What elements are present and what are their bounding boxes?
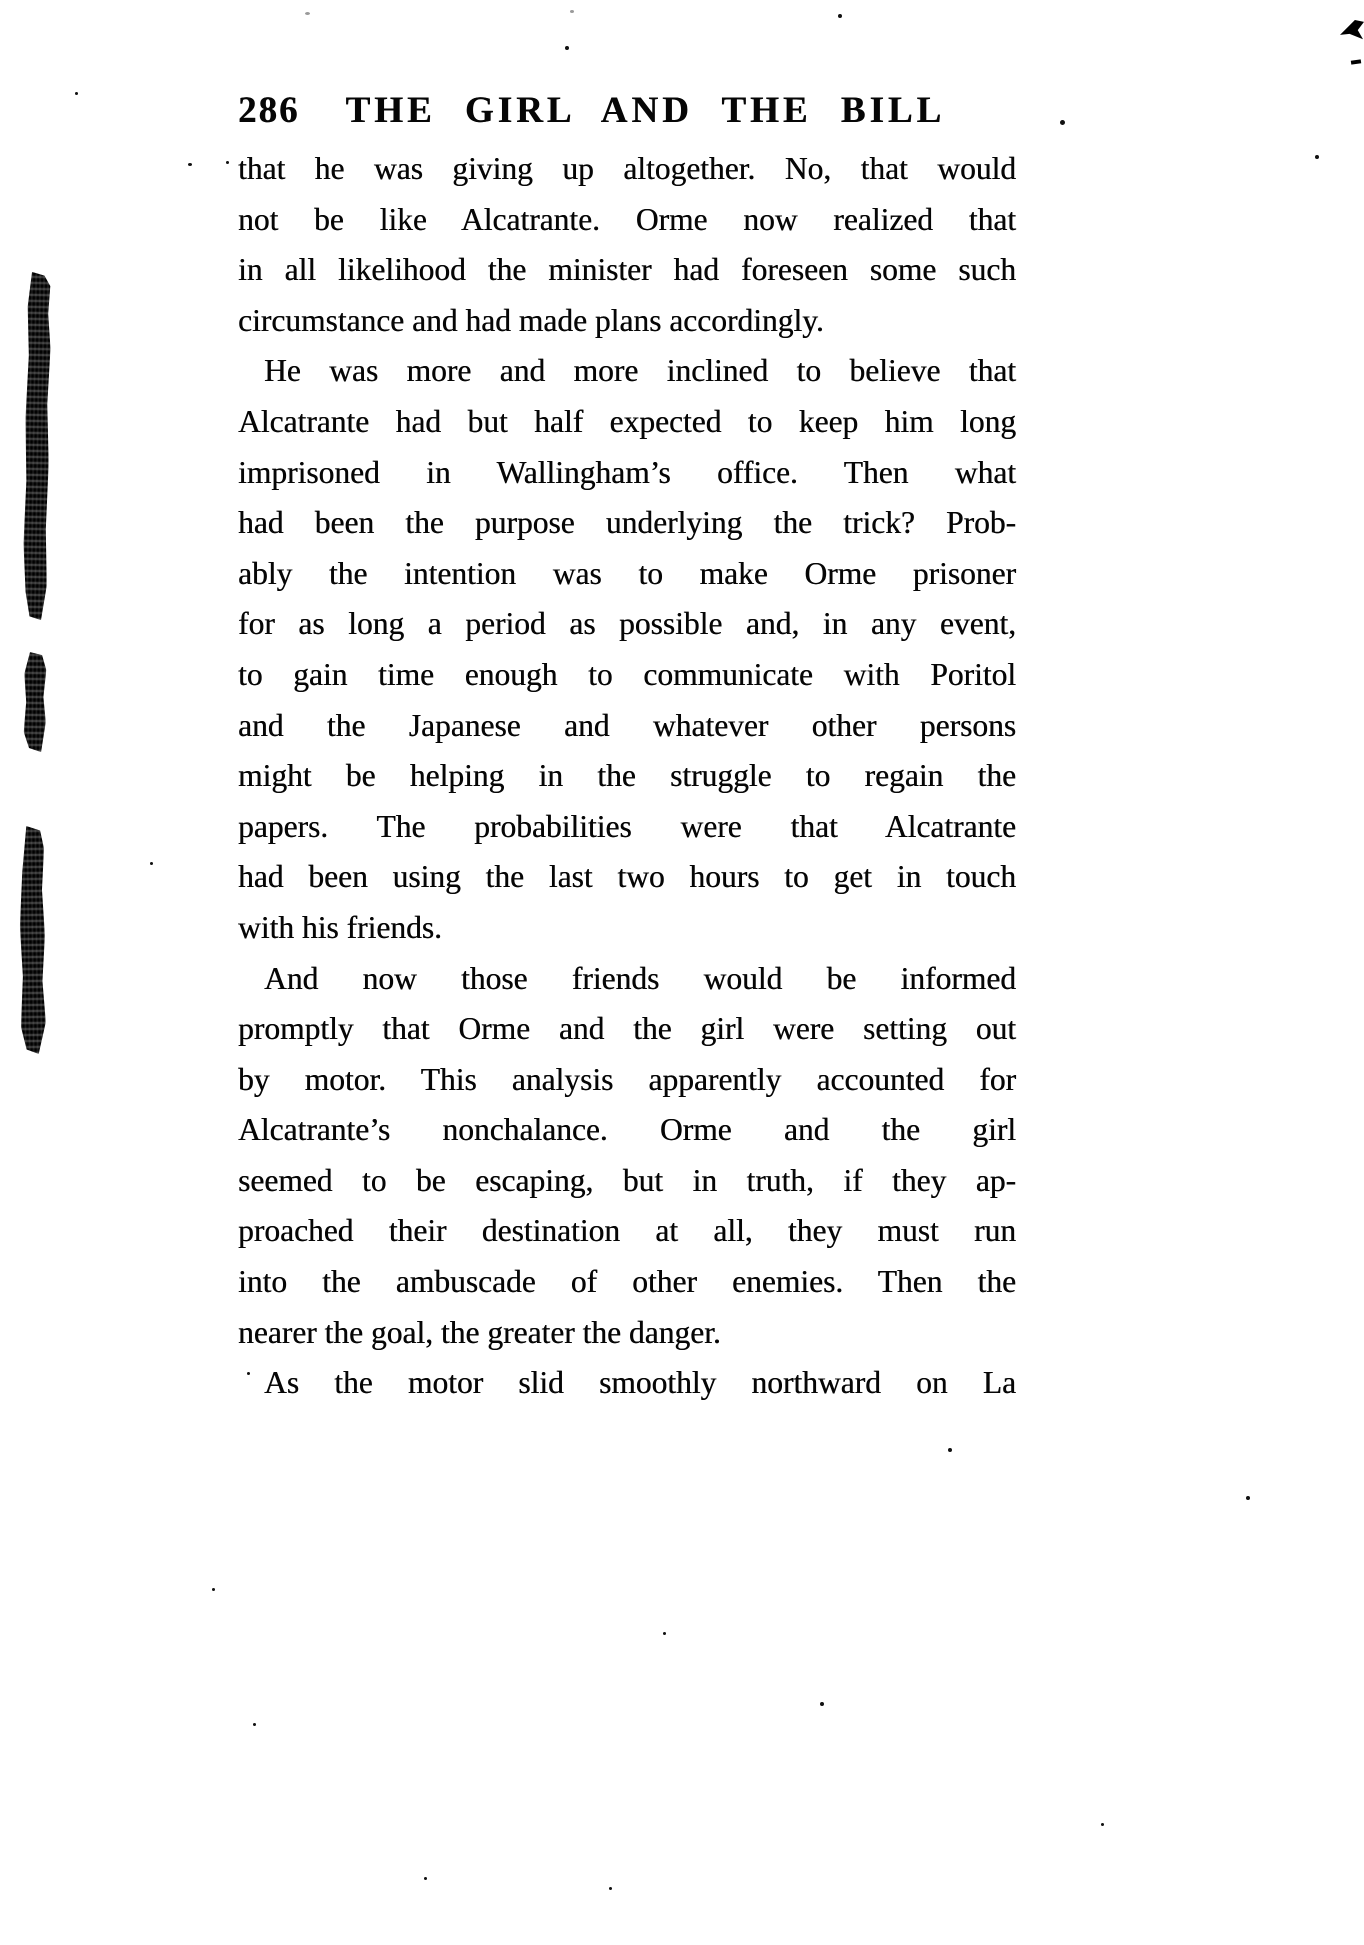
scan-speck: [565, 46, 569, 50]
scan-speck: [253, 1723, 256, 1726]
scan-speck: [1315, 155, 1319, 159]
scan-speck: [570, 10, 574, 13]
text-line: Alcatrante had but half expected to keep him long: [238, 403, 1016, 439]
ink-streak-texture: [23, 652, 46, 752]
scan-speck: [226, 161, 229, 164]
scan-speck: [150, 862, 153, 865]
scan-speck: [212, 1588, 215, 1591]
text-line: nearer the goal, the greater the danger.: [238, 1314, 721, 1350]
text-line: by motor. This analysis apparently accounted for: [238, 1061, 1016, 1097]
text-line: to gain time enough to communicate with Poritol: [238, 656, 1016, 692]
text-line: ably the intention was to make Orme prisoner: [238, 555, 1016, 591]
text-line: And now those friends would be informed: [264, 960, 1016, 996]
text-line: imprisoned in Wallingham’s office. Then what: [238, 454, 1016, 490]
body-text-block: [238, 144, 1016, 1409]
text-line: into the ambuscade of other enemies. Then the: [238, 1264, 1016, 1300]
ink-streak-artifact: [19, 826, 46, 1054]
scan-speck: [75, 92, 78, 95]
text-line: that he was giving up altogether. No, that would: [238, 151, 1016, 186]
scan-speck: [948, 1448, 952, 1452]
text-line: promptly that Orme and the girl were setting out: [238, 1011, 1016, 1047]
scan-speck: [1101, 1823, 1104, 1826]
running-header-title: THE GIRL AND THE BILL: [345, 90, 946, 131]
text-line: proached their destination at all, they must run: [238, 1213, 1016, 1249]
ink-streak-artifact: [22, 272, 51, 620]
ink-streak-artifact: [23, 652, 46, 752]
scan-speck: [305, 12, 310, 15]
text-line: not be like Alcatrante. Orme now realized that: [238, 201, 1016, 237]
scan-speck: [247, 1372, 250, 1375]
text-line: papers. The probabilities were that Alcatrante: [238, 808, 1016, 844]
corner-pen-mark-icon: [1340, 20, 1364, 44]
text-line: and the Japanese and whatever other persons: [238, 707, 1016, 743]
scan-speck: [188, 163, 192, 166]
scan-speck: [820, 1702, 824, 1706]
text-line: seemed to be escaping, but in truth, if they ap-: [238, 1162, 1016, 1198]
scan-speck: [424, 1877, 427, 1880]
text-line: for as long a period as possible and, in any event,: [238, 606, 1016, 642]
running-header: [238, 90, 1018, 132]
scan-speck: [1246, 1496, 1250, 1500]
text-line: with his friends.: [238, 909, 442, 945]
scan-speck: [838, 14, 842, 18]
text-line: in all likelihood the minister had foreseen some such: [238, 252, 1016, 288]
scan-speck: [609, 1887, 612, 1890]
text-line: circumstance and had made plans accordingly.: [238, 302, 824, 338]
text-line: had been the purpose underlying the trick? Prob-: [238, 505, 1016, 541]
text-line: might be helping in the struggle to regain the: [238, 758, 1016, 794]
ink-streak-texture: [19, 826, 46, 1054]
text-line: As the motor slid smoothly northward on La: [264, 1365, 1016, 1401]
scan-speck: [663, 1632, 666, 1635]
text-line: Alcatrante’s nonchalance. Orme and the girl: [238, 1112, 1016, 1148]
ink-streak-texture: [22, 272, 51, 620]
scan-speck: [1060, 120, 1065, 125]
corner-pen-dash: [1351, 59, 1361, 64]
page-number: 286: [238, 90, 300, 131]
text-line: He was more and more inclined to believe that: [264, 353, 1016, 389]
text-line: had been using the last two hours to get in touch: [238, 859, 1016, 895]
